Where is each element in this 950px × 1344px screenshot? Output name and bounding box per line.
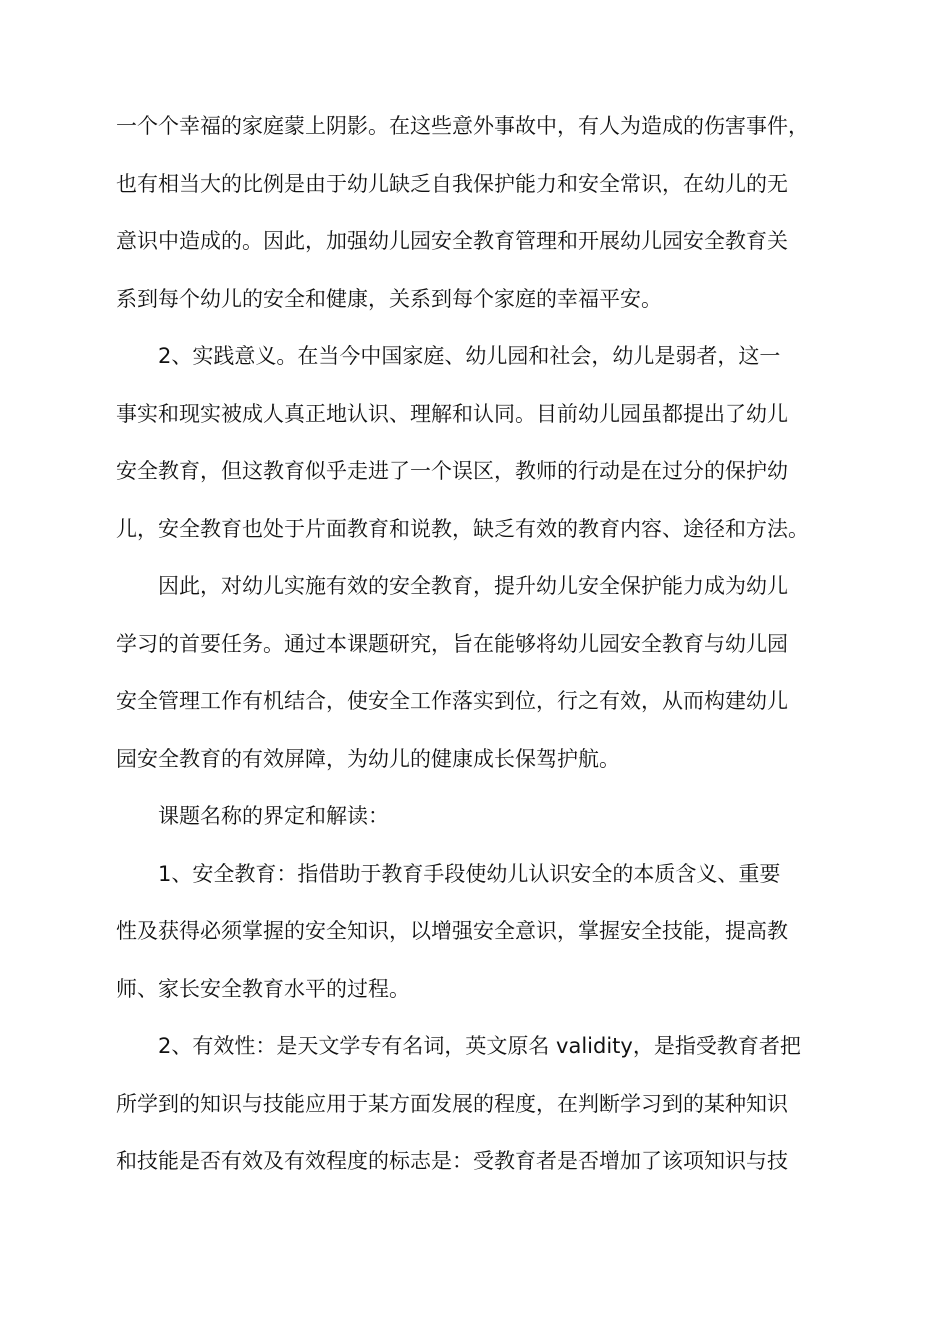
text-line: 1、安全教育：指借助于教育手段使幼儿认识安全的本质含义、重要	[158, 861, 781, 886]
text-line: 儿，安全教育也处于片面教育和说教，缺乏有效的教育内容、途径和方法。	[116, 516, 809, 541]
text-line: 学习的首要任务。通过本课题研究，旨在能够将幼儿园安全教育与幼儿园	[116, 631, 788, 656]
text-line: 安全教育，但这教育似乎走进了一个误区，教师的行动是在过分的保护幼	[116, 459, 788, 483]
text-line: 事实和现实被成人真正地认识、理解和认同。目前幼儿园虽都提出了幼儿	[116, 401, 788, 426]
text-line: 园安全教育的有效屏障，为幼儿的健康成长保驾护航。	[116, 746, 620, 771]
text-line: 意识中造成的。因此，加强幼儿园安全教育管理和开展幼儿园安全教育关	[116, 229, 788, 253]
text-line: 课题名称的界定和解读：	[158, 804, 389, 828]
text-line: 所学到的知识与技能应用于某方面发展的程度，在判断学习到的某种知识	[116, 1091, 788, 1116]
text-line: 2、实践意义。在当今中国家庭、幼儿园和社会，幼儿是弱者，这一	[158, 344, 781, 368]
text-line: 因此，对幼儿实施有效的安全教育，提升幼儿安全保护能力成为幼儿	[158, 574, 788, 598]
document-body	[116, 98, 840, 1191]
text-line: 2、有效性：是天文学专有名词，英文原名 validity，是指受教育者把	[158, 1034, 801, 1058]
text-line: 也有相当大的比例是由于幼儿缺乏自我保护能力和安全常识，在幼儿的无	[116, 171, 788, 196]
text-line: 安全管理工作有机结合，使安全工作落实到位，行之有效，从而构建幼儿	[116, 689, 788, 713]
text-line: 性及获得必须掌握的安全知识，以增强安全意识，掌握安全技能，提高教	[116, 919, 788, 943]
text-line: 师、家长安全教育水平的过程。	[116, 976, 410, 1001]
text-line: 一个个幸福的家庭蒙上阴影。在这些意外事故中，有人为造成的伤害事件，	[116, 114, 809, 138]
text-line: 系到每个幼儿的安全和健康，关系到每个家庭的幸福平安。	[116, 286, 662, 311]
text-line: 和技能是否有效及有效程度的标志是：受教育者是否增加了该项知识与技	[116, 1149, 788, 1173]
